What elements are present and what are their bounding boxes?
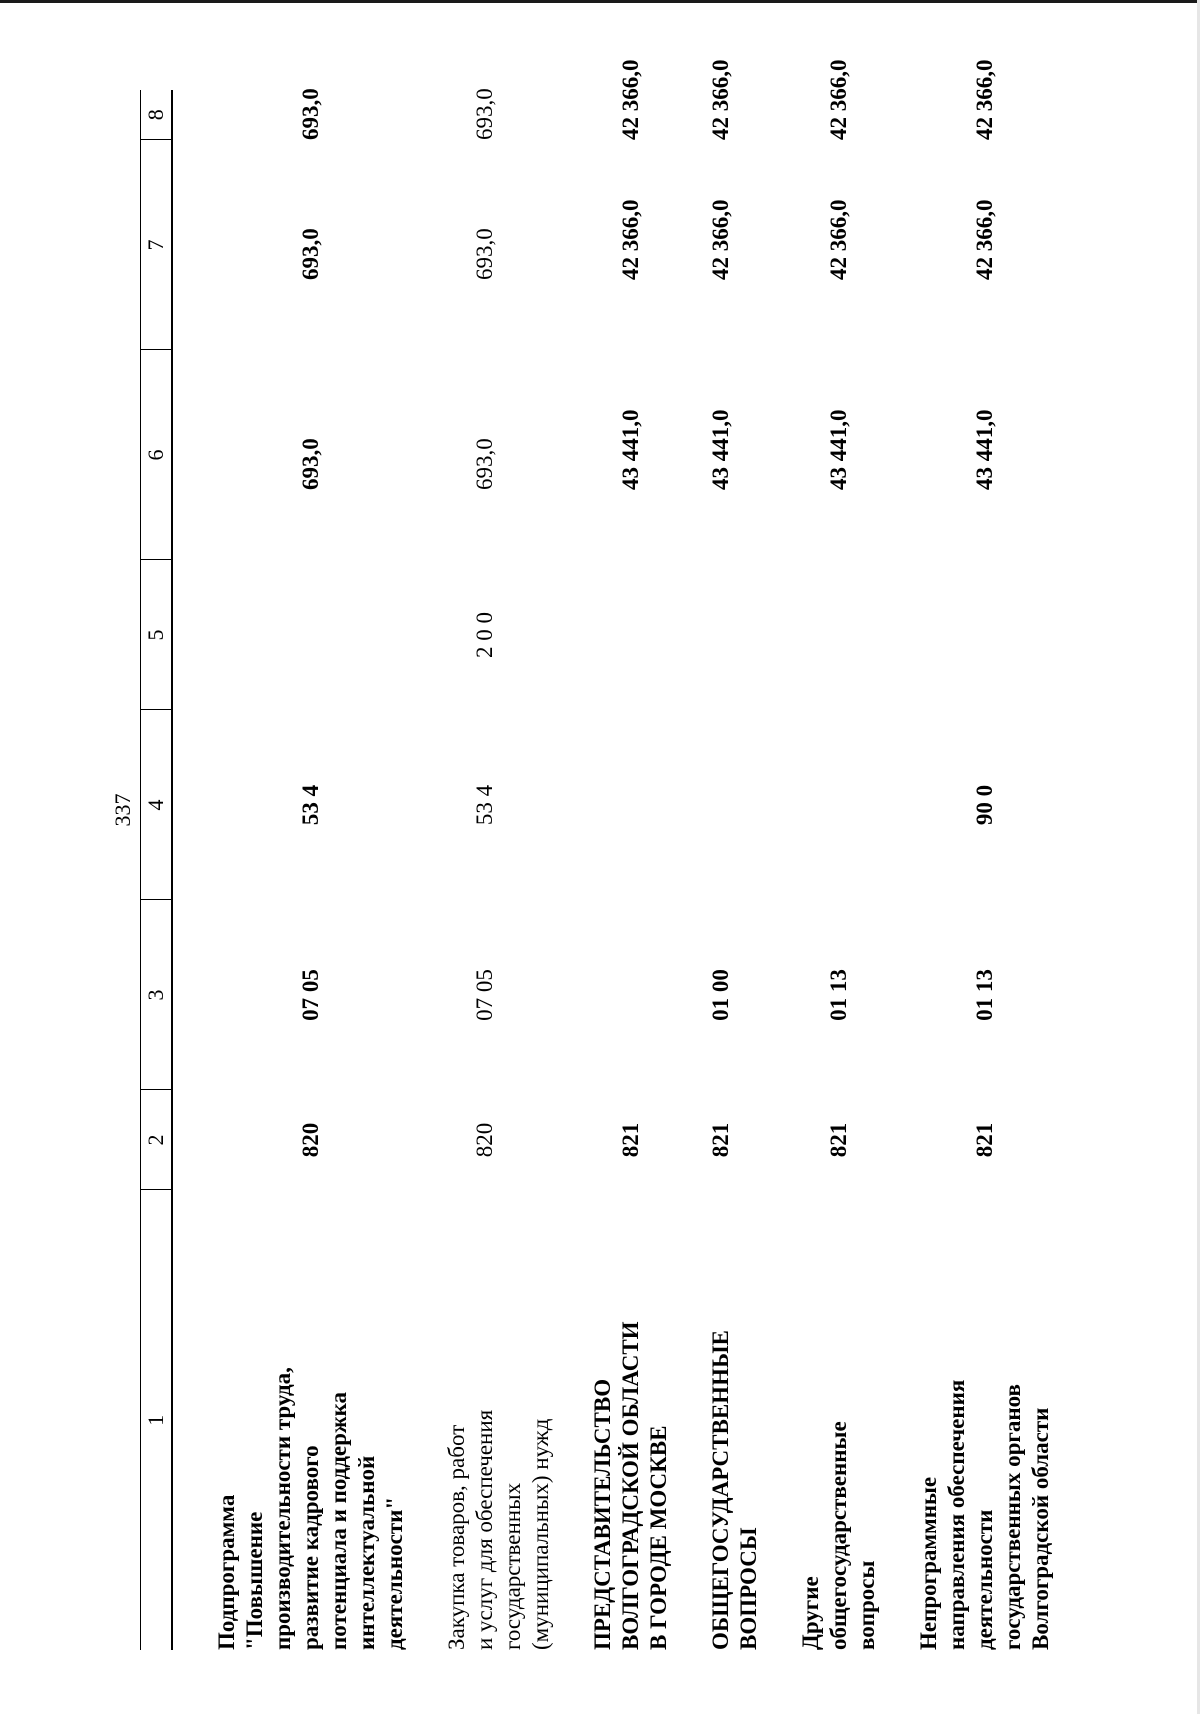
row-label	[707, 1190, 797, 1650]
row-label-line: развитие кадрового	[298, 1445, 323, 1650]
cell-col-7: 42 366,0	[708, 199, 733, 280]
cell-col-8: 42 366,0	[708, 59, 733, 140]
budget-table	[140, 59, 1089, 1650]
table-row	[797, 90, 915, 1650]
cell-col-2: 821	[826, 1122, 851, 1158]
row-label-line: "Повышение	[242, 1511, 267, 1650]
row-label-line: направления обеспечения	[944, 1379, 969, 1650]
row-label	[589, 1190, 707, 1650]
cell-col-7: 42 366,0	[618, 199, 643, 280]
column-header-1: 1	[141, 1190, 173, 1650]
cell-col-6: 43 441,0	[618, 409, 643, 490]
row-label-line: В ГОРОДЕ МОСКВЕ	[646, 1425, 671, 1650]
row-label-line: Другие	[798, 1576, 823, 1650]
column-header-8: 8	[141, 90, 173, 140]
cell-col-5	[707, 560, 797, 710]
row-label	[915, 1190, 1089, 1650]
cell-col-5	[797, 560, 915, 710]
cell-col-4: 53 4	[472, 784, 497, 826]
cell-col-8: 42 366,0	[826, 59, 851, 140]
cell-col-2: 820	[472, 1122, 497, 1158]
row-label-line: интеллектуальной	[354, 1455, 379, 1650]
cell-col-8: 42 366,0	[972, 59, 997, 140]
row-label-line: ВОЛГОГРАДСКОЙ ОБЛАСТИ	[618, 1321, 643, 1650]
cell-col-8: 693,0	[472, 88, 497, 140]
cell-col-5: 2 0 0	[472, 612, 497, 658]
row-label-line: ПРЕДСТАВИТЕЛЬСТВО	[590, 1378, 615, 1650]
cell-col-3: 01 00	[708, 969, 733, 1021]
row-label-line: деятельности"	[382, 1496, 407, 1650]
cell-col-8: 42 366,0	[618, 59, 643, 140]
cell-col-6: 693,0	[298, 438, 323, 490]
row-label-line: и услуг для обеспечения	[472, 1409, 497, 1650]
cell-col-4	[797, 710, 915, 900]
row-label-line: (муниципальных) нужд	[528, 1418, 553, 1650]
cell-col-4: 90 0	[972, 784, 997, 826]
cell-col-2: 821	[618, 1122, 643, 1158]
table-row	[443, 90, 589, 1650]
cell-col-3: 01 13	[826, 969, 851, 1021]
cell-col-3: 07 05	[472, 969, 497, 1021]
row-label-line: государственных органов	[1000, 1384, 1025, 1650]
cell-col-7: 42 366,0	[972, 199, 997, 280]
row-label	[172, 1190, 443, 1650]
row-label-line: Непрограммные	[916, 1476, 941, 1650]
table-body	[172, 59, 1089, 1650]
cell-col-4	[589, 710, 707, 900]
cell-col-3: 01 13	[972, 969, 997, 1021]
cell-col-2: 820	[298, 1122, 323, 1158]
row-label	[797, 1190, 915, 1650]
cell-col-6: 43 441,0	[972, 409, 997, 490]
cell-col-8: 693,0	[298, 88, 323, 140]
cell-col-4: 53 4	[298, 784, 323, 826]
page-number: 337	[110, 793, 135, 827]
cell-col-5	[589, 560, 707, 710]
row-label-line: деятельности	[972, 1509, 997, 1650]
row-label-line: Подпрограмма	[214, 1494, 239, 1650]
column-header-4: 4	[141, 710, 173, 900]
column-header-3: 3	[141, 900, 173, 1090]
column-header-2: 2	[141, 1090, 173, 1190]
table-row	[915, 90, 1089, 1650]
table-row	[589, 90, 707, 1650]
row-label-line: Закупка товаров, работ	[444, 1424, 469, 1650]
cell-col-2: 821	[972, 1122, 997, 1158]
row-label-line: вопросы	[854, 1560, 879, 1650]
row-label-line: производительности труда,	[270, 1367, 295, 1650]
cell-col-6: 43 441,0	[826, 409, 851, 490]
cell-col-6: 693,0	[472, 438, 497, 490]
row-label-line: ВОПРОСЫ	[736, 1527, 761, 1650]
cell-col-7: 693,0	[472, 228, 497, 280]
row-label	[443, 1190, 589, 1650]
cell-col-3	[589, 900, 707, 1090]
cell-col-3: 07 05	[298, 969, 323, 1021]
cell-col-2: 821	[708, 1122, 733, 1158]
row-label-line: государственных	[500, 1482, 525, 1650]
cell-col-6: 43 441,0	[708, 409, 733, 490]
scan-edge-top	[0, 0, 1200, 3]
column-header-6: 6	[141, 350, 173, 560]
cell-col-4	[707, 710, 797, 900]
row-label-line: ОБЩЕГОСУДАРСТВЕННЫЕ	[708, 1330, 733, 1650]
cell-col-5	[915, 560, 1089, 710]
column-header-5: 5	[141, 560, 173, 710]
row-label-line: Волгоградской области	[1028, 1407, 1053, 1650]
cell-col-7: 693,0	[298, 228, 323, 280]
row-label-line: общегосударственные	[826, 1421, 851, 1650]
column-header-7: 7	[141, 140, 173, 350]
header-row	[141, 90, 173, 1650]
rotated-page	[110, 59, 1053, 1650]
row-label-line: потенциала и поддержка	[326, 1391, 351, 1650]
table-row	[707, 90, 797, 1650]
cell-col-7: 42 366,0	[826, 199, 851, 280]
table-row	[172, 90, 443, 1650]
cell-col-5	[172, 560, 443, 710]
